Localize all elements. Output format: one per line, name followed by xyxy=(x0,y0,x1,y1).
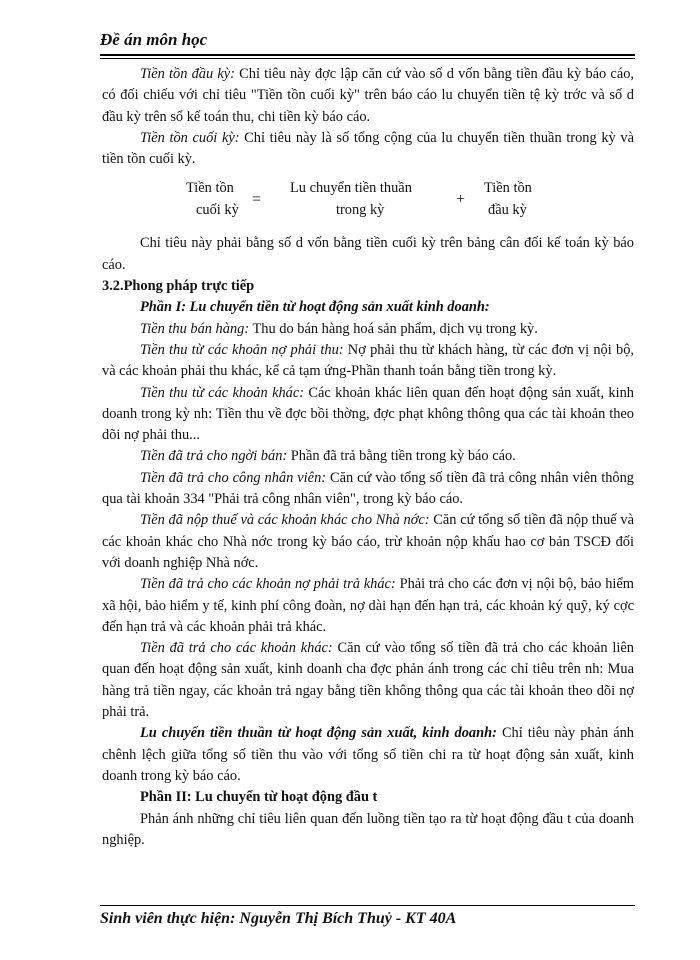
paragraph-opening-balance xyxy=(102,64,634,128)
term-label: Tiền tồn cuối kỳ: xyxy=(140,129,240,146)
term-label: Tiền đã trả cho các khoản khác: xyxy=(140,640,333,657)
part-2-paragraph: Phản ánh những chỉ tiêu liên quan đến luồng tiền tạo ra từ hoạt động đầu t của doanh nghiệp. xyxy=(102,810,634,848)
paragraph-text: Chỉ tiêu này đợc lập căn cứ vào số d vốn bằng tiền đầu kỳ báo cáo, có đối chiếu với chỉ tiêu "Tiền tồn cuối kỳ" trên báo cáo lu chuyển tiền tệ kỳ trớc và số d đầu kỳ trên sổ kế toán thu, chi tiền kỳ báo cáo. xyxy=(102,66,635,125)
formula-term-a-line2: cuối kỳ xyxy=(196,202,239,219)
item-paragraph xyxy=(102,574,634,638)
term-label: Tiền thu từ các khoản khác: xyxy=(140,384,305,401)
formula-term-b-line1: Lu chuyển tiền thuần xyxy=(290,180,412,197)
term-label: Tiền đã trả cho ngời bán: xyxy=(140,448,288,465)
paragraph-text: Phần đã trả bằng tiền trong kỳ báo cáo. xyxy=(287,448,516,465)
item-paragraph xyxy=(102,340,634,383)
paragraph-text: Chỉ tiêu này là số tổng cộng của lu chuyển tiền thuần trong kỳ và tiền tồn cuối kỳ. xyxy=(102,129,634,168)
formula-term-a-line1: Tiền tồn xyxy=(186,180,234,197)
term-label: Tiền thu bán hàng: xyxy=(140,320,250,337)
formula-term-b-line2: trong kỳ xyxy=(336,202,385,219)
item-paragraph xyxy=(102,446,634,467)
item-paragraph xyxy=(102,468,634,511)
term-label: Tiền đã nộp thuế và các khoản khác cho Nhà nớc: xyxy=(140,512,430,529)
paragraph-closing-balance xyxy=(102,128,634,171)
paragraph-text: Phải trả cho các đơn vị nội bộ, bảo hiểm xã hội, bảo hiểm y tế, kinh phí công đoàn, nợ dài hạn đến hạn trả, các khoản ký quỹ, ký cợc đến hạn trả và các khoản phải trả khác. xyxy=(102,576,634,635)
item-paragraph xyxy=(102,510,634,574)
term-label: Tiền thu từ các khoản nợ phải thu: xyxy=(140,341,344,358)
term-label: Tiền tồn đầu kỳ: xyxy=(140,66,235,82)
header-rule xyxy=(100,54,635,56)
formula-term-c-line1: Tiền tồn xyxy=(484,180,532,197)
paragraph-text: Căn cứ vào tổng số tiền đã trả cho các khoản liên quan đến hoạt động sản xuất, kinh doanh cha đợc phản ánh trong các chỉ tiêu trên nh: Mua hàng trả tiền ngay, các khoản trả ngay bằng tiền không thông qua các tài khoản theo dõi nợ phải trả. xyxy=(102,640,634,721)
item-paragraph xyxy=(102,319,634,340)
part-1-title: Phần I: Lu chuyển tiền từ hoạt động sản xuất kinh doanh: xyxy=(140,299,490,316)
formula-equals-sign: = xyxy=(252,191,262,209)
paragraph-text: Căn cứ vào tổng số tiền đã trả công nhân viên thông qua tài khoản 334 "Phải trả công nhân viên", trong kỳ báo cáo. xyxy=(102,469,634,508)
paragraph-text: Các khoản khác liên quan đến hoạt động sản xuất, kinh doanh trong kỳ nh: Tiền thu về đợc bồi thờng, đợc phạt không thông qua các tài khoản theo dõi nợ phải thu... xyxy=(102,384,635,444)
section-heading: 3.2.Phong pháp trực tiếp xyxy=(102,278,255,295)
paragraph-after-formula: Chỉ tiêu này phải bằng số d vốn bằng tiền cuối kỳ trên bảng cân đối kế toán kỳ báo cáo. xyxy=(102,235,634,273)
page-footer: Sinh viên thực hiện: Nguyễn Thị Bích Thuỷ - KT 40A xyxy=(100,910,457,927)
paragraph-text: Căn cứ tổng số tiền đã nộp thuế và các khoản khác cho Nhà nớc trong kỳ báo cáo, trừ khoản nộp khấu hao cơ bản TSCĐ đối với doanh nghiệp Nhà nớc. xyxy=(102,512,634,571)
formula-term-c-line2: đầu kỳ xyxy=(488,202,527,219)
footer-rule xyxy=(100,905,635,906)
document-body xyxy=(102,64,634,851)
item-paragraph xyxy=(102,383,634,447)
closing-balance-formula xyxy=(102,173,634,231)
net-flow-paragraph xyxy=(102,723,634,787)
paragraph-text: Nợ phải thu từ khách hàng, từ các đơn vị nội bộ, và các khoản phải thu khác, kể cả tạm ứng-Phần thanh toán bằng tiền trong kỳ. xyxy=(102,341,634,380)
part-2-title: Phần II: Lu chuyển từ hoạt động đầu t xyxy=(140,789,378,806)
term-label: Tiền đã trả cho các khoản nợ phải trả khác: xyxy=(140,576,396,593)
item-paragraph xyxy=(102,638,634,723)
formula-plus-sign: + xyxy=(456,191,466,209)
page-header-title: Đề án môn học xyxy=(100,30,208,49)
paragraph-text: Chỉ tiêu này phản ánh chênh lệch giữa tổng số tiền thu vào với tổng số tiền chi ra từ hoạt động sản xuất, kinh doanh trong kỳ báo cáo. xyxy=(102,725,634,784)
term-label: Tiền đã trả cho công nhân viên: xyxy=(140,469,327,486)
header-rule-thin xyxy=(100,58,635,59)
term-label: Lu chuyển tiền thuần từ hoạt động sản xuất, kinh doanh: xyxy=(140,725,497,742)
paragraph-text: Thu do bán hàng hoá sản phẩm, dịch vụ trong kỳ. xyxy=(249,320,538,337)
